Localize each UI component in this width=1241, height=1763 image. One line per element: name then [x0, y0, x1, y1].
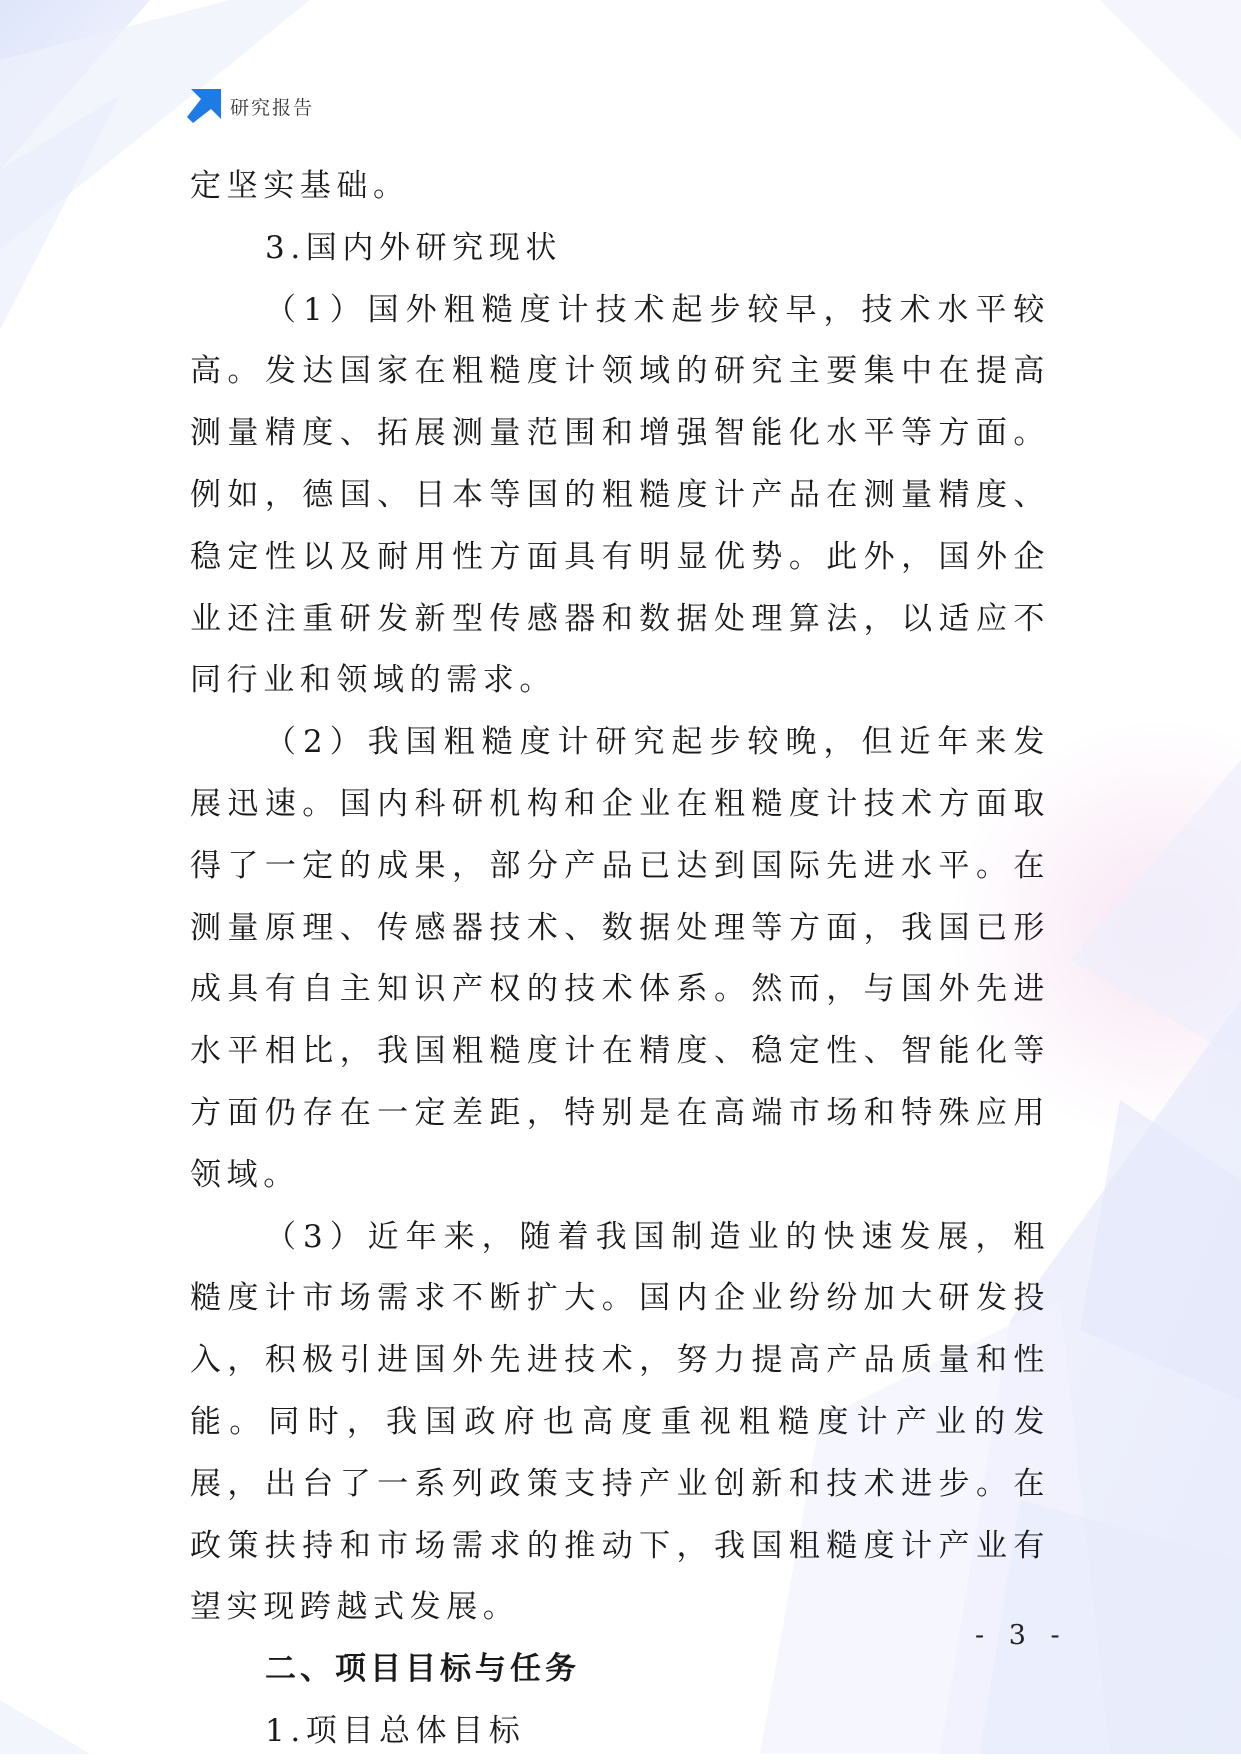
header-title: 研究报告 — [230, 96, 315, 119]
report-header — [187, 88, 314, 124]
paragraph-domestic-status: （2）我国粗糙度计研究起步较晚，但近年来发展迅速。国内科研机构和企业在粗糙度计技术方面取得了一定的成果，部分产品已达到国际先进水平。在测量原理、传感器技术、数据处理等方面，我国已形成具有自主知识产权的技术体系。然而，与国外先进水平相比，我国粗糙度计在精度、稳定性、智能化等方面仍存在一定差距，特别是在高端市场和特殊应用领域。 — [190, 724, 1050, 1193]
section-heading-research-status: 3.国内外研究现状 — [265, 229, 562, 266]
document-body — [190, 156, 1050, 1763]
paragraph-continuation: 定坚实基础。 — [190, 168, 410, 204]
paragraph-foreign-status: （1）国外粗糙度计技术起步较早，技术水平较高。发达国家在粗糙度计领域的研究主要集中在提高测量精度、拓展测量范围和增强智能化水平等方面。例如，德国、日本等国的粗糙度计产品在测量精度、稳定性以及耐用性方面具有明显优势。此外，国外企业还注重研发新型传感器和数据处理算法，以适应不同行业和领域的需求。 — [190, 291, 1050, 699]
page-number: - 3 - — [975, 1620, 1068, 1651]
section-heading-overall-goal: 1.项目总体目标 — [265, 1712, 526, 1749]
arrow-up-right-icon — [187, 89, 221, 123]
paragraph-market-development: （3）近年来，随着我国制造业的快速发展，粗糙度计市场需求不断扩大。国内企业纷纷加大研发投入，积极引进国外先进技术，努力提高产品质量和性能。同时，我国政府也高度重视粗糙度计产业的发展，出台了一系列政策支持产业创新和技术进步。在政策扶持和市场需求的推动下，我国粗糙度计产业有望实现跨越式发展。 — [190, 1218, 1050, 1626]
chapter-heading-goals-tasks: 二、项目目标与任务 — [265, 1651, 580, 1688]
